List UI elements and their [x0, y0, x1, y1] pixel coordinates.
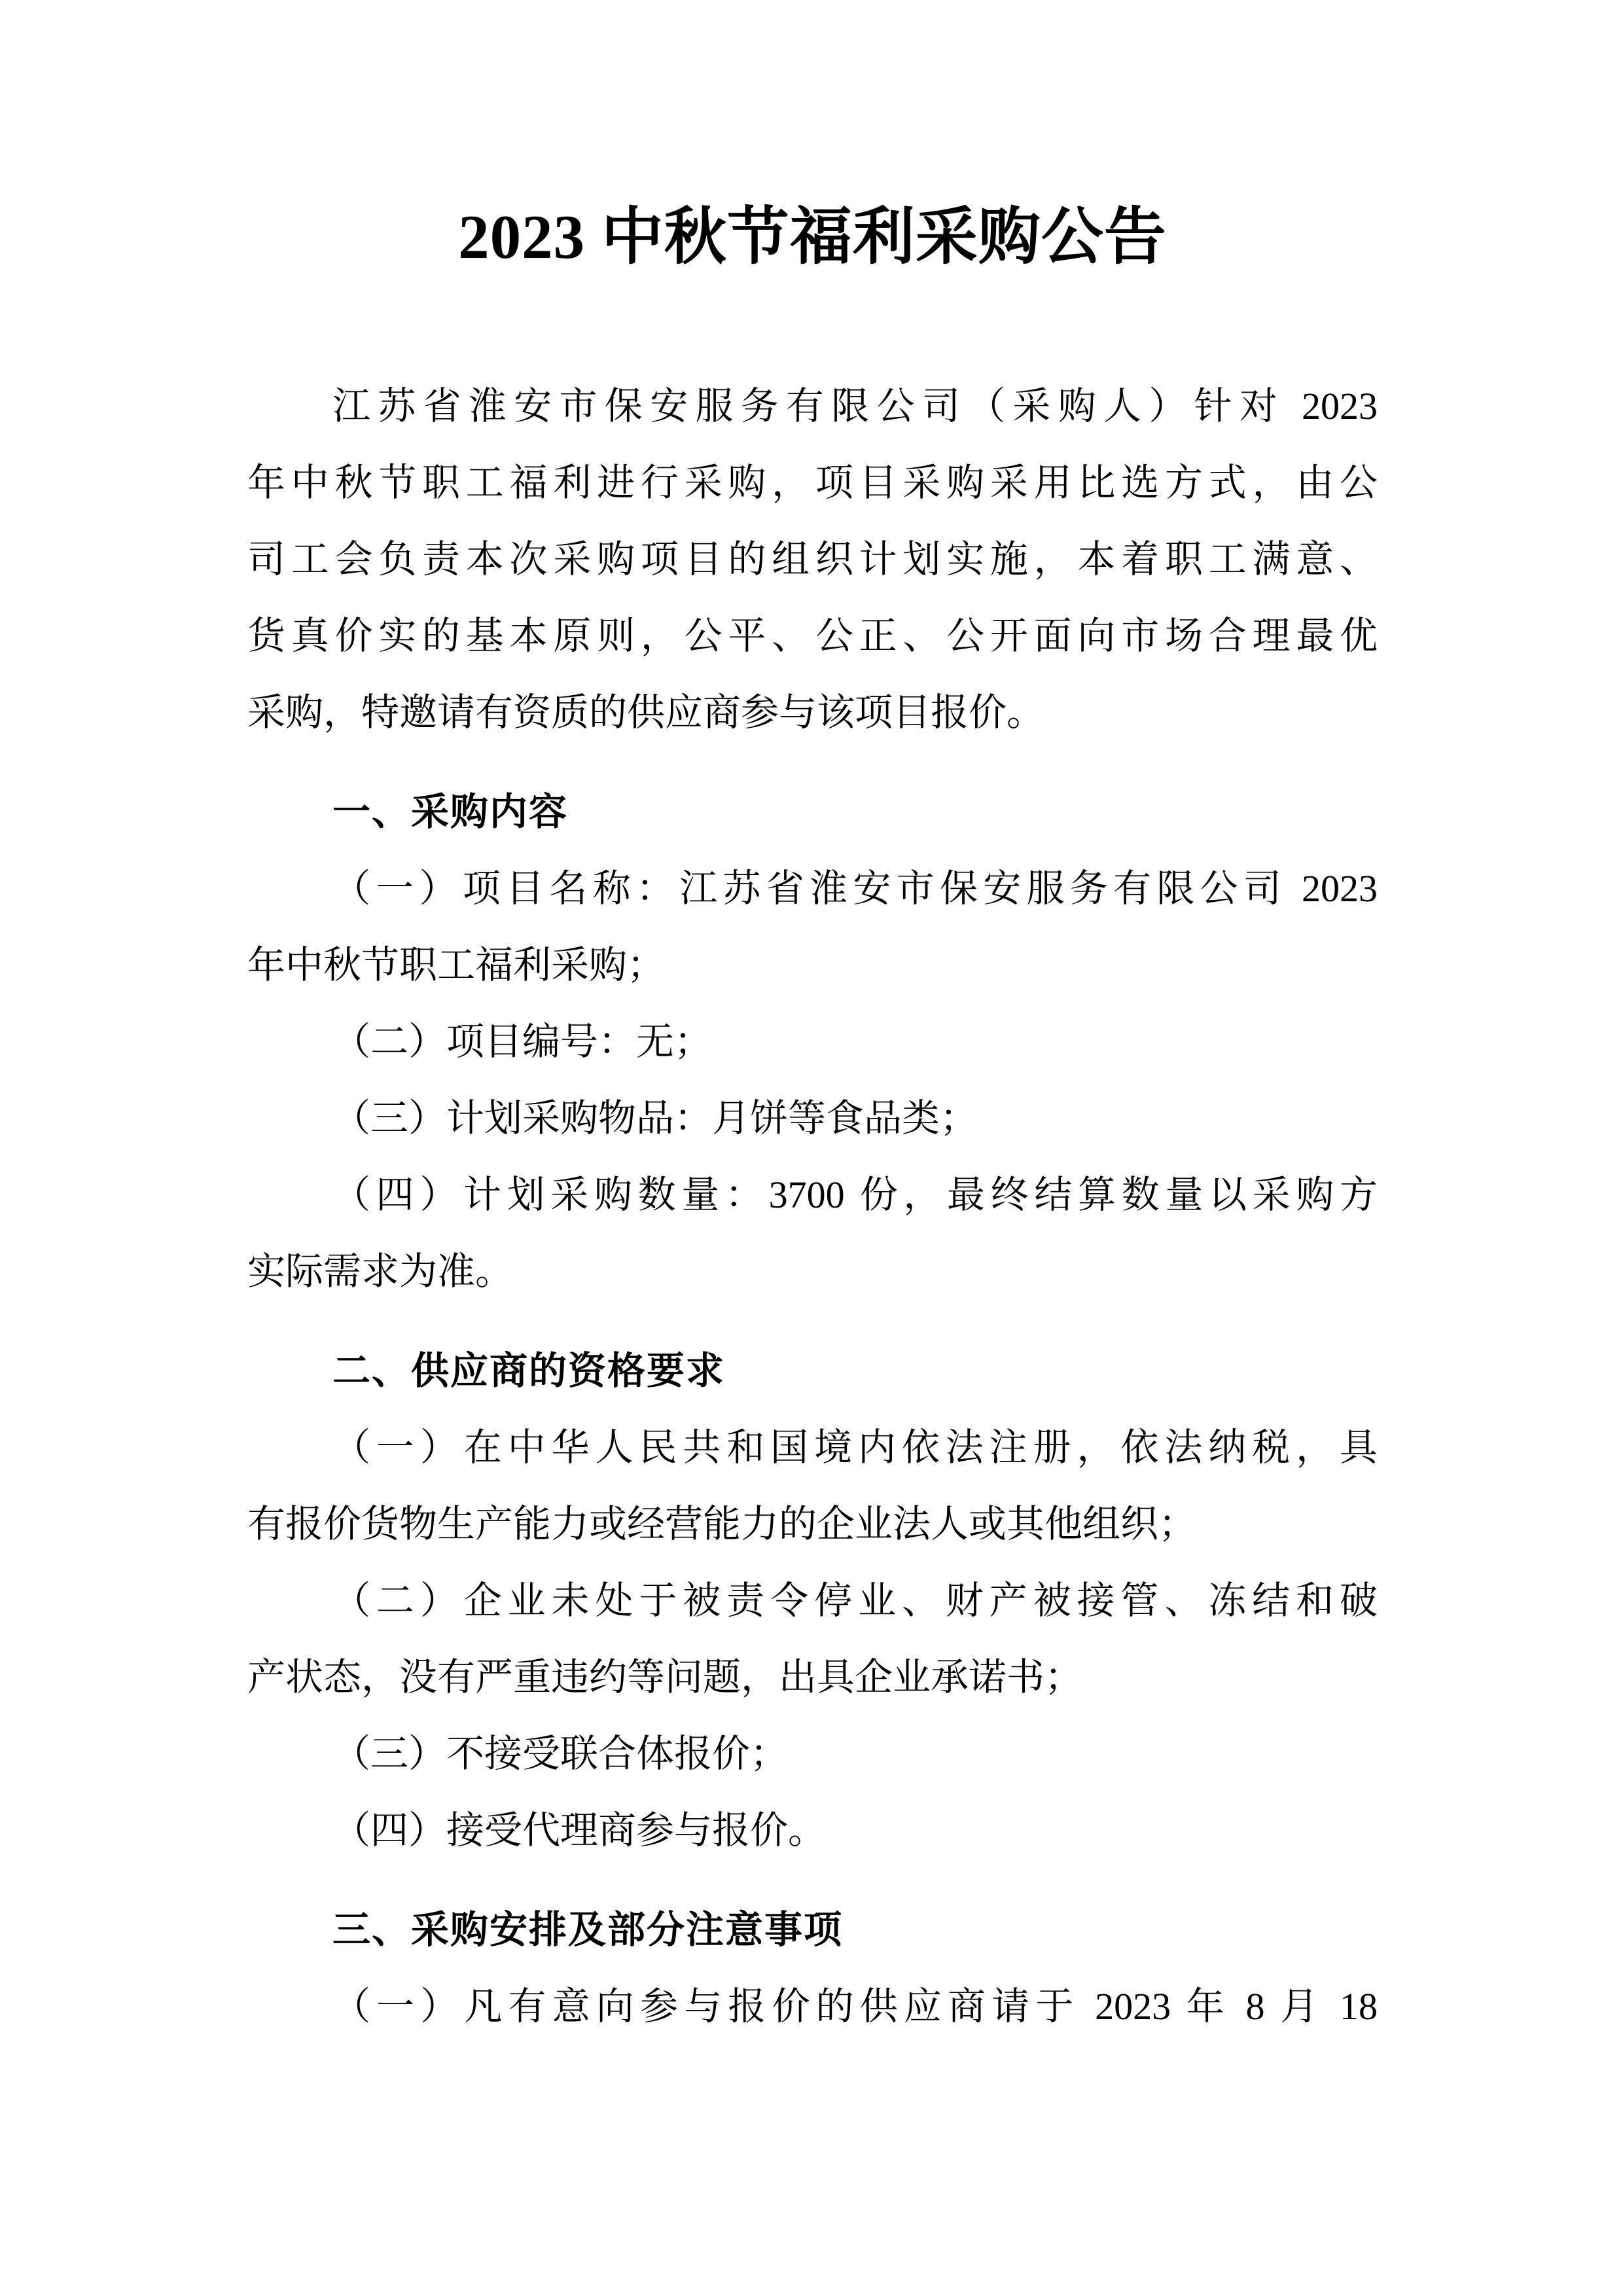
section-1-line: （一）项目名称：江苏省淮安市保安服务有限公司 2023	[332, 867, 1378, 910]
intro-line: 年中秋节职工福利进行采购，项目采购采用比选方式，由公	[247, 461, 1378, 504]
section-1-heading: 一、采购内容	[332, 791, 569, 833]
section-2-line: （四）接受代理商参与报价。	[332, 1809, 827, 1852]
section-1-line: （四）计划采购数量：3700 份，最终结算数量以采购方	[332, 1174, 1378, 1216]
intro-line: 司工会负责本次采购项目的组织计划实施，本着职工满意、	[247, 538, 1378, 581]
section-1-line: （三）计划采购物品：月饼等食品类；	[332, 1097, 978, 1139]
section-2-line: 有报价货物生产能力或经营能力的企业法人或其他组织；	[247, 1503, 1197, 1545]
document-title: 2023 中秋节福利采购公告	[458, 202, 1167, 272]
section-2-line: （一）在中华人民共和国境内依法注册，依法纳税，具	[332, 1426, 1378, 1469]
section-1-line: 年中秋节职工福利采购；	[247, 944, 666, 986]
section-2-line: （三）不接受联合体报价；	[332, 1732, 789, 1775]
section-2-line: 产状态，没有严重违约等问题，出具企业承诺书；	[247, 1656, 1083, 1698]
document-body	[247, 0, 1378, 2045]
section-2-heading: 二、供应商的资格要求	[332, 1350, 726, 1392]
section-1-line: 实际需求为准。	[247, 1250, 514, 1293]
section-3-heading: 三、采购安排及部分注意事项	[332, 1909, 844, 1951]
intro-line: 货真价实的基本原则，公平、公正、公开面向市场合理最优	[247, 615, 1378, 657]
intro-line: 采购，特邀请有资质的供应商参与该项目报价。	[247, 691, 1045, 734]
section-3-line: （一）凡有意向参与报价的供应商请于 2023 年 8 月 18	[332, 1985, 1378, 2028]
section-2-line: （二）企业未处于被责令停业、财产被接管、冻结和破	[332, 1579, 1378, 1622]
section-1-line: （二）项目编号：无；	[332, 1020, 713, 1063]
intro-line: 江苏省淮安市保安服务有限公司（采购人）针对 2023	[332, 385, 1378, 427]
